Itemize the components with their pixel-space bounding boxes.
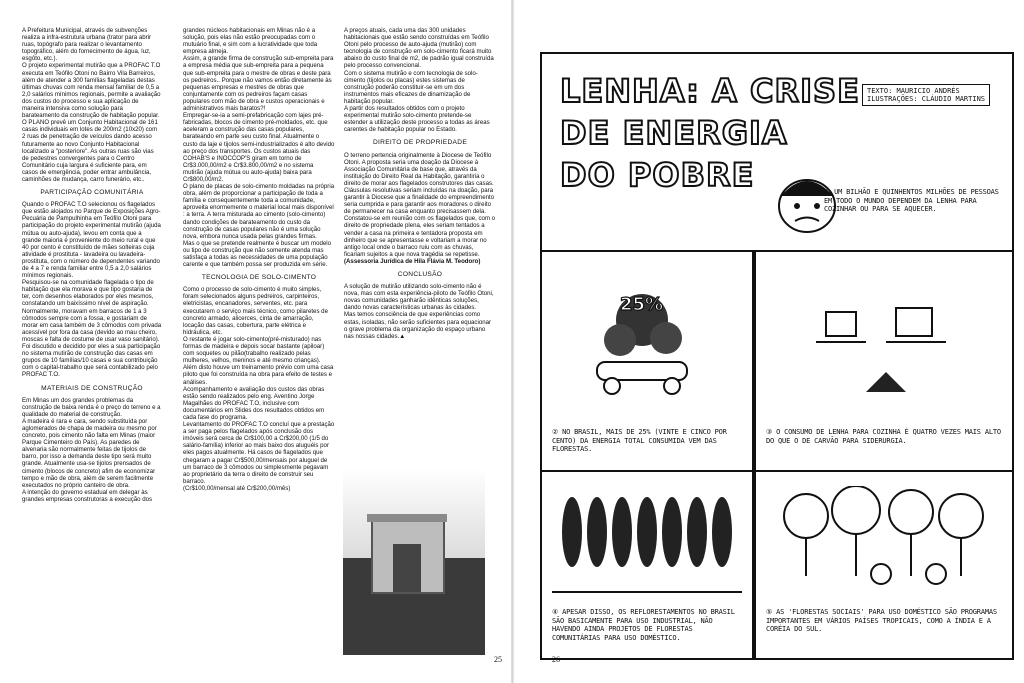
section-heading: DIREITO DE PROPRIEDADE [372, 139, 468, 147]
percentage-label: 25% [620, 294, 664, 315]
solo-cimento-house [371, 520, 445, 594]
paragraph: Mas temos consciência de que experiências como estas, isoladas, não serão suficientes para equacionar o grave problema da organização do espaço urbano nas nossas cidades.▲ [344, 311, 492, 340]
paragraph: O terreno pertencia originalmente à Diocese de Teófilo Otoni. A proposta seria uma doação da Diocese à Associação Comunitária de base que, através da instituição do Direito Real da Habitação, garantiria o direito de morar aos flagelados construtores das casas. Cláusulas resolutivas seriam incluídas na doação, para garantir à Diocese que a finalidade do empreendimento seria cumprida e para garantir aos moradores o direito de permanecer na casa enquanto precisassem dela. [344, 151, 495, 216]
paragraph: (Cr$100,00/mensal até Cr$200,00/mês) [183, 484, 291, 492]
page-gutter [511, 0, 514, 683]
left-page-column-2 [183, 27, 335, 492]
comic-panel-4 [540, 470, 754, 660]
cooking-pots-illustration [786, 292, 986, 412]
comic-panel-2 [540, 250, 754, 472]
left-page-column-3 [344, 27, 496, 340]
comic-panel-title [540, 52, 1014, 252]
paragraph: Empregar-se-ia a semi-prefabricação com lajes pré-fabricadas, blocos de cimento pré-moldados, etc. que aceleram a construção das casas populares, barateando em parte seu custo final. Atualmente o custo da laje e tijolos semi-industrializados é alto devido ao preço dos transportes. Os custos atuais das COHAB'S e INOCCOP'S giram em torno de Cr$3.000,00/m2 e Cr$3.800,00/m2 e no sistema mutirão (ajuda mútua ou auto-ajuda) baixa para Cr$800,00/m2. [183, 112, 335, 183]
paragraph: A intenção do governo estadual em delegar às grandes empresas construtoras a execução dos [22, 488, 153, 503]
comic-title-line: DE ENERGIA [560, 114, 788, 152]
comic-panel-3 [754, 250, 1014, 472]
eucalyptus-plantation-illustration [552, 492, 742, 602]
community-forest-illustration [776, 486, 996, 596]
paragraph: Quando o PROFAC T.O selecionou os flagelados que estão alojados no Parque de Exposições Agro-Pecuária de Pampulhinha em Teófilo Otoni para participação do projeto experimental mutirão (ajuda mútua ou auto-ajuda), levou em conta que a grande maioria é proveniente do meio rural e que 40 por cento é constituído de mães solteiras cuja atividade é prostituta - lavadeira ou lavadeira-prostituta, com o número de dependentes variando de 4 a 7 e renda familiar entre 0,5 a 2,0 salários mínimos regionais. [22, 201, 161, 280]
paragraph: A madeira é rara e cara, sendo substituída por aglomerados de chapa de madeira ou mesmo por concreto, pois cimento não falta em Minas (maior Parque Cimenteiro do País). As paredes de alvenaria são normalmente feitas de tijolos de barro, por isso a demanda deste tipo será muito grande. Atualmente usa-se tijolos prensados de cimento (blocos de concreto) afim de economizar tempo e mão de obra, além de serem facilmente executados no próprio canteiro de obra. [22, 417, 157, 489]
paragraph: A solução de mutirão utilizando solo-cimento não é nova, mas com esta experiência-piloto de Teófilo Otoni, novas comunidades ganharão idênticas soluções, dando novas características urbanas às cidades. [344, 283, 494, 312]
paragraph: Mas o que se pretende realmente é buscar um modelo ou tipo de construção que não somente atenda mas satisfaça a todas as necessidades de uma população carente e que também possa ser produzida em série. [183, 239, 332, 269]
comic-title-line: DO POBRE [560, 156, 755, 194]
paragraph: Assim, a grande firma de construção sub-empreita para a empresa média que sub-empreita para a pequena que sub-empreita para o mestre de obras e deste para os pedreiros.. Porque não vamos então diretamente às pequenas empresas e mestres de obras que conjuntamente com os pedreiros façam casas populares com mão de obra e custos operacionais e administrativos mais baratos?! [183, 55, 334, 113]
paragraph: A Prefeitura Municipal, através de subvenções realiza a infra-estrutura urbana (trator para abrir ruas, topógrafo para realizar o levantamento topográfico, além do fornecimento de água, luz, esgôto, etc.). [22, 27, 152, 63]
paragraph: Constatou-se em reunião com os flagelados que, com o direito de propriedade plena, eles seriam tentados a vender a casa na primeira e tentadora proposta em dinheiro que se apresentasse e voltariam a morar no antigo local onde o barraco ruiu com as chuvas, ficariam sujeitos a que nova tragédia se repetisse. [344, 215, 496, 258]
comic-panel-5 [754, 470, 1014, 660]
credit-illustrations: ILUSTRAÇÕES: CLÁUDIO MARTINS [867, 95, 986, 103]
page-number: 26 [552, 655, 560, 664]
section-heading: CONCLUSÃO [397, 271, 443, 278]
paragraph: O restante é jogar solo-cimento(pré-misturado) nas formas de madeira e depois socar bastante (apiloar) com soquetes ou pilão(trabalho realizado pelas mulheres, velhos, meninos e até mesmo crianças). [183, 335, 325, 365]
paragraph: A partir dos resultados obtidos com o projeto experimental mutirão solo-cimento pretende-se estender a utilização deste processo a todas as áreas carentes de habitação popular no Estado. [344, 105, 490, 134]
left-page-column-1 [22, 27, 162, 503]
paragraph: O PLANO prevê um Conjunto Habitacional de 161 casas individuais em lotes de 200m2 (10x20) com 2 ruas de penetração de veículos dando acesso futuramente ao novo Conjunto Habitacional localizado a "posteriore". As outras ruas são vias de pedestres convergentes para o Centro Comunitário cuja largura é suficiente para, em casos de emergência, poder entrar ambulância, caminhões de mudança, carro funerário, etc.. [22, 119, 158, 183]
paragraph: (Assessoria Jurídica de Hila Flávia M. Teodoro) [344, 257, 481, 265]
paragraph: Acompanhamento e avaliação dos custos das obras estão sendo realizados pelo eng. Aventino Jorge Magalhães do PROFAC T.O, inclusive com documentários em Slides dos resultados obtidos em cada fase do programa. [183, 385, 325, 421]
house-doorway [393, 544, 421, 592]
paragraph: Além disto houve um treinamento prévio com uma casa piloto que foi construída na obra para efeito de testes e análises. [183, 364, 334, 386]
comic-title-line: LENHA: A CRISE [560, 72, 860, 110]
comic-caption: ③ O CONSUMO DE LENHA PARA COZINHA É QUATRO VEZES MAIS ALTO DO QUE O DE CARVÃO PARA SIDERURGIA. [766, 428, 1001, 445]
house-photo [343, 468, 485, 655]
comic-caption: ① UM BILHÃO E QUINHENTOS MILHÕES DE PESSOAS EM TODO O MUNDO DEPENDEM DA LENHA PARA COZINHAR OU PARA SE AQUECER. [824, 188, 999, 214]
paragraph: grandes núcleos habitacionais em Minas não é a solução, pois elas não estão preocupadas com o mutuário final, e sim com a lucratividade que toda empresa almeja. [183, 27, 318, 56]
section-heading: PARTICIPAÇÃO COMUNITÁRIA [40, 189, 144, 197]
paragraph: Levantamento do PROFAC T.O concluí que a prestação a ser paga pelos flagelados após conclusão dos imóveis será cerca de Cr$100,00 a Cr$200,00 (1/5 do salário-família) inferior ao mais baixo dos aluguéis por eles pagos atualmente. Há casos de flagelados que chegaram a pagar Cr$500,00/mensais por aluguel de um barraco de 3 cômodos ou simplesmente pegavam ao proprietário da terra o direito de construir seu barraco. [183, 421, 335, 485]
paragraph: Como o processo de solo-cimento é muito simples, foram selecionados alguns pedreiros, carpinteiros, eletricistas, encanadores, serventes, etc. para executarem o serviço mais técnico, como pilaretes de concreto armado, alicerces, cinta de amarração, locação das casas, cobertura, parte elétrica e hidráulica, etc. [183, 286, 328, 336]
paragraph: Pesquisou-se na comunidade flagelada o tipo de habitação que ela morava e que tipo gostaria de ter, com desenhos elaborados por eles mesmos, constatando um baixíssimo nível de aspiração. Normalmente, moravam em barracos de 1 a 3 cômodos sempre com a fossa, e gostariam de morar em casa também de 3 cômodos com privada acessível por fora da casa (devido ao mau cheiro, moscas e falta de costume de usar vaso sanitário). Foi discutido e decidido por eles a sua participação no sistema mutirão de construção das casas em grupos de 10 famílias/10 casas e sua contribuição com o capital-trabalho que será contabilizado pelo PROFAC T.O. [22, 279, 162, 379]
comic-caption: ④ APESAR DISSO, OS REFLORESTAMENTOS NO BRASIL SÃO BASICAMENTE PARA USO INDUSTRIAL, NÃO HAVENDO AINDA PROJETOS DE FLORESTAS COMUNITÁRIAS PARA USO DOMÉSTICO. [552, 608, 735, 642]
paragraph: O plano de placas de solo-cimento moldadas na própria obra, além de proporcionar a participação de toda a família e consequentemente toda a comunidade, aproveita enormemente o material local mais disponível : a terra. A terra misturada ao cimento (solo-cimento) dando condições de barateamento do custo da construção de casas populares não é uma solução nova, embora nunca usada pelas grandes firmas. [183, 183, 335, 240]
paragraph: O projeto experimental mutirão que a PROFAC T.O executa em Teófilo Otoni no Bairro Vila Barreiros, além de atender a 300 famílias flageladas destas últimas chuvas com renda mensal familiar de 0,5 a 2,0 salários mínimos regionais, permite a avaliação dos custos do processo e sua aplicação de maneira intensiva como solução para barateamento da construção de habitação popular. [22, 62, 161, 120]
comic-credits [862, 84, 990, 106]
paragraph: A preços atuais, cada uma das 300 unidades habitacionais que estão sendo construídas em Teófilo Otoni pelo processo de auto-ajuda (mutirão) com tecnologia de construção em solo-cimento ficará muito abaixo do custo final de m2, de padrão igual construída pelo processo convencional. [344, 27, 494, 70]
page-number: 25 [494, 655, 502, 664]
paragraph: Com o sistema mutirão e com tecnologia de solo-cimento (tijolos ou placas) estes sistemas de construção poderão constituir-se em um dos instrumentos mais eficazes de dinamização de habitação popular. [344, 69, 478, 105]
comic-caption: ② NO BRASIL, MAIS DE 25% (VINTE E CINCO POR CENTO) DA ENERGIA TOTAL CONSUMIDA VEM DAS FLORESTAS. [552, 428, 727, 454]
paragraph: Em Minas um dos grandes problemas da construção de baixa renda é o preço do terreno e a qualidade do material de construção. [22, 396, 161, 418]
credit-text: TEXTO: MAURICIO ANDRÉS [867, 87, 960, 95]
house-roof [367, 514, 447, 522]
section-heading: TECNOLOGIA DE SOLO-CIMENTO [201, 274, 317, 282]
section-heading: MATERIAIS DE CONSTRUÇÃO [41, 384, 143, 392]
comic-caption: ⑤ AS 'FLORESTAS SOCIAIS' PARA USO DOMÉSTICO SÃO PROGRAMAS IMPORTANTES EM VÁRIOS PAÍSES TROPICAIS, COMO A ÍNDIA E A CORÉIA DO SUL. [766, 608, 997, 634]
